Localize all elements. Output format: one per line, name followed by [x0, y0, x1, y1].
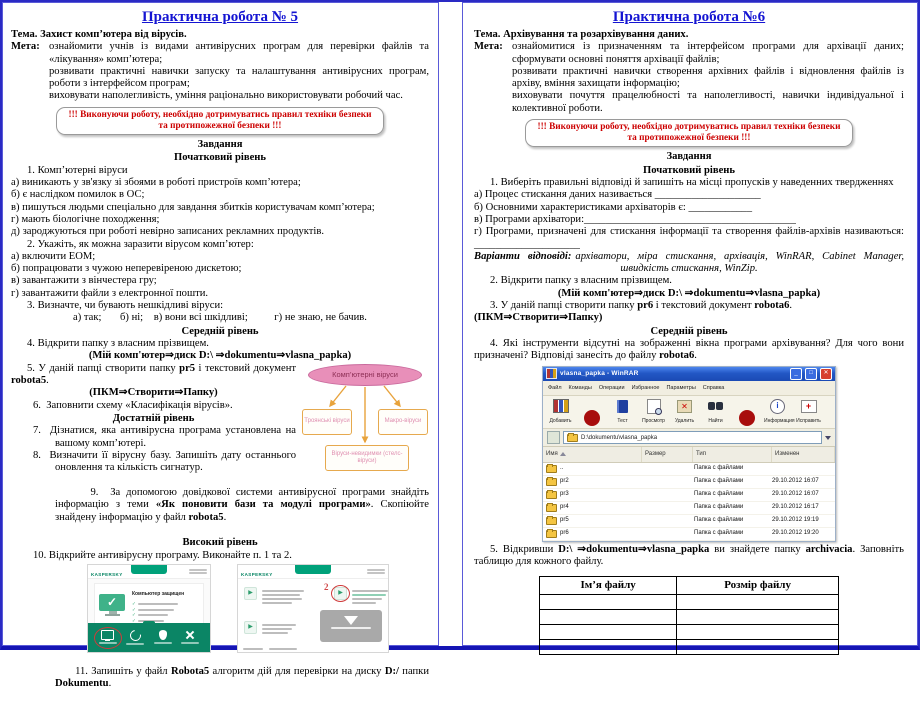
- folder-icon: [546, 504, 557, 512]
- page6-meta: [474, 41, 904, 115]
- level-sufficient-heading: Достатній рівень: [112, 412, 195, 424]
- warning-line: та протипожежної безпеки !!!: [158, 120, 282, 131]
- toolbar-find-button: Найти: [702, 398, 729, 427]
- winrar-menubar: [543, 381, 835, 396]
- table-row: [540, 609, 839, 624]
- test-icon: [617, 400, 628, 413]
- warning-line: !!! Виконуючи роботу, необхідно дотримуватись правил техніки безпеки: [537, 122, 841, 133]
- kaspersky-header-links: [367, 568, 385, 574]
- file-row: pr5 Папка с файлами 29.10.2012 19:19: [543, 515, 835, 528]
- diagram-node: Троянські віруси: [302, 409, 352, 435]
- warning-line: !!! Виконуючи роботу, необхідно дотримуватись правил техніки безпеки: [68, 109, 372, 120]
- page5-meta: [11, 41, 429, 102]
- page5-tema: Тема. Захист комп’ютера від вірусів.: [11, 29, 187, 40]
- task-item: 11. Запишіть у файл Robota5 алгоритм дій для перевірки на диску D:/ папки Dokumentu.: [55, 666, 432, 690]
- meta-label: Мета:: [11, 41, 40, 53]
- winrar-toolbar: [543, 396, 835, 429]
- menu-item: Команды: [568, 384, 592, 391]
- kaspersky-logo: KASPERSKY: [91, 571, 123, 577]
- meta-label: Мета:: [474, 41, 503, 53]
- option: в) пишуться людьми спеціально для завдання збитків користувачам комп’ютера;: [11, 201, 375, 213]
- table-header: Ім’я файлу: [540, 577, 677, 594]
- scan-button: [96, 630, 120, 644]
- toolbar-test-button: Тест: [609, 398, 636, 427]
- task-item: 2. Відкрити папку з власним прізвищем.: [490, 275, 672, 287]
- option-row: а) так; б) ні; в) вони всі шкідливі; г) не знаю, не бачив.: [73, 312, 367, 324]
- dropdown-arrow-icon: [825, 436, 831, 440]
- task-item: 3. У даній папці створити папку pr6 і текстовий документ robota6.: [490, 300, 793, 312]
- masked-tool-2: [733, 410, 760, 427]
- meta-line: розвивати практичні навички створення архівних файлів і відновлення файлів із архіву, вміння захищати інформацію;: [512, 65, 904, 90]
- meta-line: виховувати почуття працелюбності та наполегливості, навички індивідуальної і колективної роботи.: [512, 90, 904, 114]
- option: а) Процес стискання даних називається ____________________: [474, 189, 761, 201]
- play-icon: ▶: [244, 621, 257, 634]
- kaspersky-logo: KASPERSKY: [241, 571, 273, 577]
- winrar-window-screenshot: [542, 366, 836, 542]
- update-button: [123, 630, 147, 645]
- menu-item: Операции: [598, 384, 625, 391]
- annotation-circle-2: [331, 585, 350, 602]
- virus-classification-diagram: [301, 363, 429, 471]
- task-item: 2. Укажіть, як можна заразити вірусом комп’ютер:: [27, 238, 254, 250]
- level-basic-heading: Початковий рівень: [642, 164, 735, 176]
- page6-tema: Тема. Архівування та розархівування даних.: [474, 29, 689, 40]
- file-row: .. Папка с файлами: [543, 463, 835, 476]
- download-arrow-icon: [344, 616, 358, 625]
- safety-warning-box: [525, 119, 853, 147]
- check-icon: ✓: [132, 612, 136, 618]
- toolbar-view-button: Просмотр: [640, 398, 667, 427]
- option: а) виникають у зв'язку зі збоями в роботі пристроїв комп’ютера;: [11, 177, 301, 189]
- meta-line: ознайомити учнів із видами антивірусних програм для перевірки файлів та «лікування» комп’ютера;: [49, 41, 429, 65]
- footer-links: [243, 648, 297, 650]
- meta-line: ознайомитися із призначенням та інтерфейсом програми для архівації даних; сформувати основні поняття архівації файлів;: [512, 41, 904, 65]
- toolbar-repair-button: + Исправить: [796, 400, 821, 425]
- diagram-node: Макро-віруси: [378, 409, 428, 435]
- folder-icon: [546, 465, 557, 473]
- window-title: vlasna_papka - WinRAR: [560, 369, 639, 377]
- option: г) завантажити файли з електронної пошти.: [11, 287, 209, 299]
- table-row: [540, 594, 839, 609]
- folder-icon: [546, 517, 557, 525]
- winrar-app-icon: [546, 368, 557, 379]
- file-row: pr6 Папка с файлами 29.10.2012 19:20: [543, 528, 835, 541]
- minimize-icon: _: [790, 368, 802, 380]
- kaspersky-header: [238, 565, 388, 579]
- folder-icon: [546, 491, 557, 499]
- diagram-node: Віруси-невидимки (стелс-віруси): [325, 445, 409, 471]
- winrar-file-list: [543, 447, 835, 540]
- diagram-root-node: Комп’ютерні віруси: [308, 364, 422, 386]
- level-basic-heading: Початковий рівень: [173, 152, 266, 164]
- table-row: [540, 639, 839, 654]
- menu-item: Параметры: [666, 384, 696, 391]
- folder-icon: [567, 434, 578, 442]
- masked-tool-1: [578, 410, 605, 427]
- option: б) попрацювати з чужою неперевіреною дискетою;: [11, 263, 242, 275]
- maximize-icon: □: [805, 368, 817, 380]
- path-hint: (ПКМ⇒Створити⇒Папку): [89, 387, 218, 399]
- toolbar-add-button: Добавить: [547, 398, 574, 427]
- toolbar-delete-button: ✕ Удалить: [671, 398, 698, 427]
- binoculars-icon: [708, 402, 723, 411]
- red-circle-mask-icon: [739, 410, 755, 426]
- kaspersky-main-screenshot: [87, 564, 211, 653]
- monitor-check-icon: ✓: [99, 594, 126, 618]
- safety-warning-box: [56, 107, 384, 135]
- menu-item: Избранное: [631, 384, 660, 391]
- file-row: pr3 Папка с файлами 29.10.2012 16:07: [543, 489, 835, 502]
- option: д) зароджуються при роботі невірно записаних рекламних продуктів.: [11, 226, 324, 238]
- page5-title: Практична робота № 5: [141, 9, 299, 25]
- safe-money-button: [151, 630, 175, 644]
- path-hint: (ПКМ⇒Створити⇒Папку): [474, 312, 603, 324]
- kaspersky-update-screenshot: [237, 564, 389, 653]
- shield-icon: [159, 630, 167, 640]
- meta-line: розвивати практичні навички запуску та налаштування антивірусних програм, роботи з інтерфейсом програм;: [49, 65, 429, 90]
- kaspersky-ribbon: [295, 565, 331, 574]
- kaspersky-header-links: [189, 568, 207, 574]
- winrar-addressbar: [543, 429, 835, 447]
- toolbar-info-button: i Информация: [764, 400, 795, 425]
- page-5: [2, 2, 439, 690]
- download-panel: [320, 610, 382, 642]
- option: г) мають біологічне походження;: [11, 213, 160, 225]
- path-hint: (Мій комп'ютер⇒диск D:\ ⇒dokumentu⇒vlasna_papka): [88, 350, 352, 362]
- update-icon: [128, 628, 143, 643]
- run-update-row: [334, 587, 388, 606]
- info-icon: i: [770, 399, 785, 414]
- update-task-row: [244, 587, 304, 606]
- task-item: 10. Відкрийте антивірусну програму. Виконайте п. 1 та 2.: [33, 549, 292, 561]
- table-header: Розмір файлу: [677, 577, 839, 594]
- antivirus-screenshots: [87, 564, 429, 653]
- level-middle-heading: Середній рівень: [650, 325, 728, 337]
- folder-icon: [546, 478, 557, 486]
- task-item: 4. Відкрити папку з власним прізвищем.: [27, 338, 209, 350]
- file-row: pr2 Папка с файлами 29.10.2012 16:07: [543, 476, 835, 489]
- task-item: 1. Виберіть правильні відповіді й запишіть на місці пропусків у наведенних твердженнях: [490, 177, 894, 189]
- menu-item: Файл: [548, 384, 562, 391]
- tools-button: [178, 630, 202, 644]
- meta-line: виховувати наполегливість, уміння раціонально використовувати робочий час.: [49, 90, 403, 102]
- repair-icon: +: [801, 400, 817, 413]
- sort-asc-icon: [560, 452, 566, 456]
- page6-title: Практична робота №6: [612, 9, 766, 25]
- check-icon: ✓: [132, 601, 136, 607]
- option: б) є наслідком помилок в ОС;: [11, 189, 145, 201]
- check-icon: ✓: [132, 617, 136, 623]
- close-icon: ✕: [820, 368, 832, 380]
- task-item: 3. Визначте, чи бувають нешкідливі віруси:: [27, 300, 224, 312]
- delete-icon: [677, 400, 692, 413]
- menu-item: Справка: [702, 384, 725, 391]
- option: б) Основними характеристиками архіваторів є: ____________: [474, 201, 753, 213]
- option: г) Програми, призначені для стискання інформації та створення файлів-архівів називаються: ____________________: [474, 226, 904, 250]
- file-row: pr4 Папка с файлами 29.10.2012 16:17: [543, 502, 835, 515]
- answer-variants: Варіанти відповіді: архіватори, міра стискання, архівація, WinRAR, Cabinet Manager, швидкість стискання, WinZip.: [474, 250, 904, 275]
- task-item: 8. Визначити її вірусну базу. Запишіть дату останнього оновлення та кількість сигнатур.: [33, 450, 299, 474]
- up-folder-icon: [547, 431, 560, 444]
- folder-icon: [546, 530, 557, 538]
- table-row: [540, 624, 839, 639]
- tasks-heading: Завдання: [666, 151, 712, 163]
- kaspersky-ribbon: [131, 565, 167, 574]
- status-title: Компьютер защищен: [132, 590, 185, 597]
- level-high-heading: Високий рівень: [182, 537, 258, 549]
- red-circle-mask-icon: [584, 410, 600, 426]
- task-item: 5. У даній папці створити папку pr5 і текстовий документ robota5.: [11, 362, 296, 387]
- warning-line: та протипожежної безпеки !!!: [627, 133, 751, 144]
- page-6: [462, 2, 918, 646]
- task-item: 9. За допомогою довідкової системи антивірусної програми знайдіть інформацію з теми «Як поновити бази та модулі програми». Скопіюйте знайдену інформацію у файл robota5.: [55, 486, 432, 523]
- address-input: D:\dokumentu\vlasna_papka: [563, 431, 822, 444]
- path-hint: (Мій комп'ютер⇒диск D:\ ⇒dokumentu⇒vlasna_papka): [557, 287, 821, 299]
- tasks-heading: Завдання: [197, 138, 243, 150]
- list-header-row: Имя Размер Тип Изменен: [543, 447, 835, 462]
- task-item: 1. Комп’ютерні віруси: [27, 164, 128, 176]
- option: в) Програми архіватори:________________________________________: [474, 213, 796, 225]
- kaspersky-bottom-toolbar: [88, 623, 210, 652]
- add-archive-icon: [553, 399, 569, 413]
- rollback-row: [244, 621, 296, 636]
- tools-icon: [185, 630, 195, 640]
- check-icon: ✓: [132, 606, 136, 612]
- annotation-number-2: 2: [324, 581, 329, 592]
- level-middle-heading: Середній рівень: [181, 325, 259, 337]
- task-item: 4. Які інструменти відсутні на зображенні вікна програми архівування? Для чого вони призначені? Відповіді занесіть до файлу robota6.: [474, 338, 904, 362]
- kaspersky-header: [88, 565, 210, 579]
- view-icon: [647, 399, 661, 414]
- play-icon: ▶: [244, 587, 257, 600]
- winrar-titlebar: [543, 367, 835, 381]
- play-icon: ▶: [334, 587, 347, 600]
- option: а) включити ЕОМ;: [11, 250, 96, 262]
- file-size-answer-table: [539, 576, 839, 654]
- task-item: 7. Дізнатися, яка антивірусна програма установлена на вашому комп’ютері.: [33, 425, 299, 449]
- task-item: 5. Відкривши D:\ ⇒dokumentu⇒vlasna_papka ви знайдете папку archivacia. Заповніть таблицю для кожного файлу.: [474, 543, 904, 567]
- annotation-circle-1: [94, 627, 122, 649]
- option: в) завантажити з вінчестера гру;: [11, 275, 157, 287]
- task-item: 6. Заповнити схему «Класифікація вірусів».: [33, 399, 233, 411]
